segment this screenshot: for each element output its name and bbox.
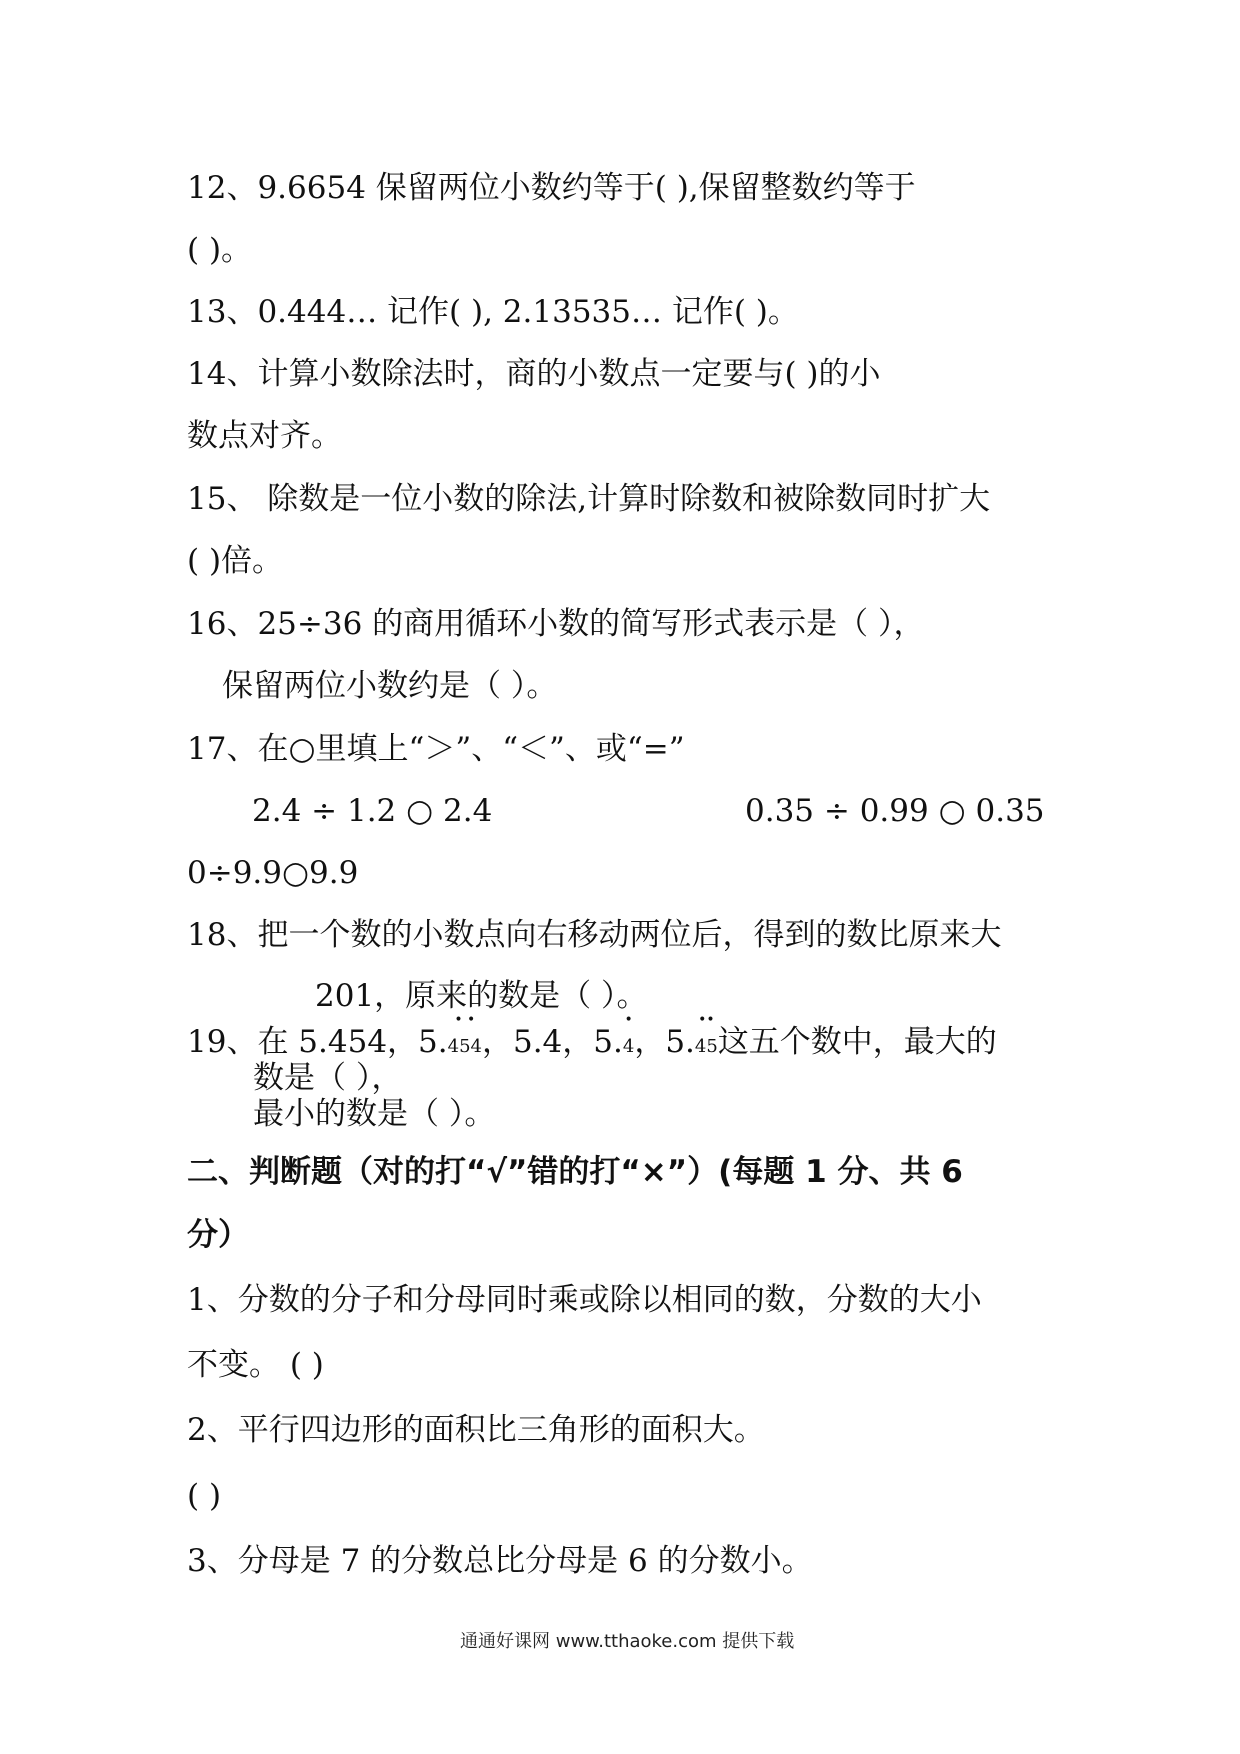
q17-line1: 17、在○里填上“＞”、“＜”、或“=” — [187, 731, 685, 767]
q17-expr3: 0÷9.9○9.9 — [187, 855, 359, 891]
q19-repeating-45: •• 45 — [694, 1012, 718, 1057]
q19-line2: 数是（ ）， — [253, 1060, 403, 1096]
repeat-dots: •• — [698, 1012, 715, 1028]
judge-item-1-line2: 不变。 ( ) — [187, 1347, 324, 1383]
repeat-dots: • • — [454, 1012, 476, 1028]
section2-heading-line2: 分） — [187, 1217, 249, 1253]
judge-item-1-line1: 1、分数的分子和分母同时乘或除以相同的数，分数的大小 — [187, 1282, 982, 1318]
page-footer: 通通好课网 www.tthaoke.com 提供下载 — [460, 1631, 795, 1652]
q18-line1: 18、把一个数的小数点向右移动两位后，得到的数比原来大 — [187, 917, 1002, 953]
repeat-dot: • — [624, 1012, 633, 1028]
q16-line1: 16、25÷36 的商用循环小数的简写形式表示是（ ）， — [187, 606, 925, 642]
q19-suffix: 这五个数中，最大的 — [717, 1024, 997, 1060]
q18-line2: 201，原来的数是（ ）。 — [315, 978, 648, 1014]
q17-expr1: 2.4 ÷ 1.2 ○ 2.4 — [252, 793, 493, 829]
q17-expr2: 0.35 ÷ 0.99 ○ 0.35 — [745, 793, 1045, 829]
q19-mid2: ，5. — [634, 1024, 695, 1060]
q14-line1: 14、计算小数除法时，商的小数点一定要与( )的小 — [187, 356, 881, 392]
q12-line1: 12、9.6654 保留两位小数约等于( ),保留整数约等于 — [187, 170, 916, 206]
judge-item-3-line1: 3、分母是 7 的分数总比分母是 6 的分数小。 — [187, 1543, 813, 1579]
q15-line1: 15、 除数是一位小数的除法,计算时除数和被除数同时扩大 — [187, 481, 991, 517]
q19-repeating-454: • • 454 — [447, 1012, 482, 1057]
q16-line2: 保留两位小数约是（ ）。 — [222, 668, 558, 704]
q13: 13、0.444… 记作( ), 2.13535… 记作( )。 — [187, 294, 799, 330]
q19-repeating-4: • 4 — [622, 1012, 635, 1057]
judge-item-2-line1: 2、平行四边形的面积比三角形的面积大。 — [187, 1412, 765, 1448]
q12-line2: ( )。 — [187, 232, 253, 268]
q19-prefix: 19、在 5.454，5. — [187, 1024, 448, 1060]
q19-mid1: ，5.4，5. — [481, 1024, 623, 1060]
q15-line2: ( )倍。 — [187, 543, 284, 579]
q19-line3: 最小的数是（ ）。 — [253, 1096, 496, 1132]
section2-heading-line1: 二、判断题（对的打“√”错的打“×”）(每题 1 分、共 6 — [187, 1154, 963, 1190]
q14-line2: 数点对齐。 — [187, 418, 342, 454]
judge-item-2-line2: ( ) — [187, 1478, 222, 1514]
